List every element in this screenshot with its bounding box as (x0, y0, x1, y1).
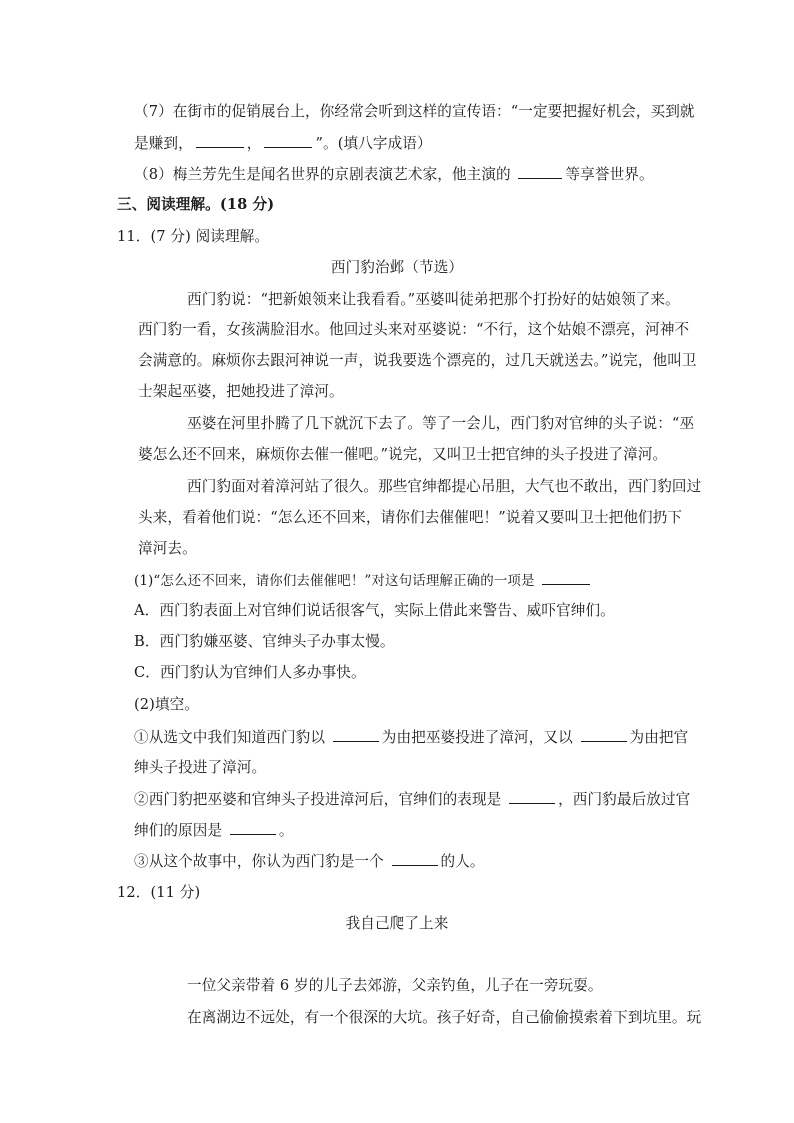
fill-item-2-line2 (134, 820, 294, 841)
fill-item-1 (134, 727, 688, 748)
passage-line: 婆怎么还不回来，麻烦你去催一催吧。”说完，又叫卫士把官绅的头子投进了漳河。 (138, 446, 668, 463)
passage-line: 漳河去。 (138, 540, 197, 557)
passage-line: 西门豹面对着漳河站了很久。那些官绅都提心吊胆，大气也不敢出，西门豹回过 (187, 478, 702, 495)
answer-blank[interactable] (542, 570, 590, 585)
q12-header: 12．(11 分) (117, 884, 201, 901)
q7-line2-sep: ， (246, 135, 262, 152)
q7-line2 (134, 133, 432, 154)
answer-blank[interactable] (333, 727, 379, 742)
fill-item-1-text-b: 为由把巫婆投进了漳河，又以 (381, 729, 578, 746)
passage-line: 在离湖边不远处，有一个很深的大坑。孩子好奇，自己偷偷摸索着下到坑里。玩 (187, 1009, 702, 1026)
section-heading: 三、阅读理解。(18 分) (117, 196, 275, 213)
option-b[interactable]: B．西门豹嫌巫婆、官绅头子办事太慢。 (134, 633, 395, 650)
answer-blank[interactable] (509, 789, 555, 804)
passage-title: 西门豹治邺（节选） (330, 259, 464, 276)
option-c[interactable]: C．西门豹认为官绅们人多办事快。 (134, 664, 366, 681)
q8-text-a: （8）梅兰芳先生是闻名世界的京剧表演艺术家，他主演的 (134, 166, 516, 183)
fill-item-2 (134, 789, 690, 810)
sub-question-1-text: (1)“怎么还不回来，请你们去催催吧！”对这句话理解正确的一项是 (134, 573, 540, 589)
passage-line: 西门豹一看，女孩满脸泪水。他回过头来对巫婆说：“不行，这个姑娘不漂亮，河神不 (138, 321, 690, 338)
q8-line (134, 164, 654, 185)
passage-line: 巫婆在河里扑腾了几下就沉下去了。等了一会儿，西门豹对官绅的头子说：“巫 (187, 415, 695, 432)
passage-line: 士架起巫婆，把她投进了漳河。 (138, 383, 344, 400)
answer-blank[interactable] (581, 727, 627, 742)
fill-item-1-text-c: 为由把官 (629, 729, 689, 746)
fill-item-3 (134, 851, 485, 872)
fill-item-2-text-b: ，西门豹最后放过官 (558, 791, 691, 808)
answer-blank[interactable] (196, 133, 244, 148)
q8-text-b: 等享誉世界。 (565, 166, 654, 183)
sub-question-1 (134, 570, 593, 591)
passage-line: 头来，看着他们说：“怎么还不回来，请你们去催催吧！”说着又要叫卫士把他们扔下 (138, 509, 683, 526)
fill-item-1-text-a: ①从选文中我们知道西门豹以 (134, 729, 330, 746)
fill-item-2-line2-text-a: 绅们的原因是 (134, 822, 227, 839)
passage-title: 我自己爬了上来 (345, 915, 449, 932)
fill-item-2-line2-text-b: 。 (278, 822, 294, 839)
q7-line1: （7）在街市的促销展台上，你经常会听到这样的宣传语：“一定要把握好机会，买到就 (134, 103, 695, 120)
fill-item-1-line2: 绅头子投进了漳河。 (134, 759, 267, 776)
q7-line2-text-b: ”。(填八字成语） (315, 135, 432, 152)
passage-line: 西门豹说：“把新娘领来让我看看。”巫婆叫徒弟把那个打扮好的姑娘领了来。 (187, 291, 680, 308)
answer-blank[interactable] (392, 851, 438, 866)
fill-item-3-text-b: 的人。 (440, 853, 485, 870)
answer-blank[interactable] (518, 164, 562, 179)
fill-item-3-text-a: ③从这个故事中，你认为西门豹是一个 (134, 853, 389, 870)
q11-header: 11．(7 分) 阅读理解。 (117, 228, 270, 245)
option-a[interactable]: A．西门豹表面上对官绅们说话很客气，实际上借此来警告、威吓官绅们。 (134, 602, 615, 619)
passage-line: 会满意的。麻烦你去跟河神说一声，说我要选个漂亮的，过几天就送去。”说完，他叫卫 (138, 352, 697, 369)
fill-item-2-text-a: ②西门豹把巫婆和官绅头子投进漳河后，官绅们的表现是 (134, 791, 507, 808)
answer-blank[interactable] (230, 820, 276, 835)
passage-line: 一位父亲带着 6 岁的儿子去郊游，父亲钓鱼，儿子在一旁玩耍。 (187, 977, 603, 994)
answer-blank[interactable] (264, 133, 312, 148)
q7-line2-text-a: 是赚到， (134, 135, 193, 152)
sub-question-2: (2)填空。 (134, 696, 200, 713)
